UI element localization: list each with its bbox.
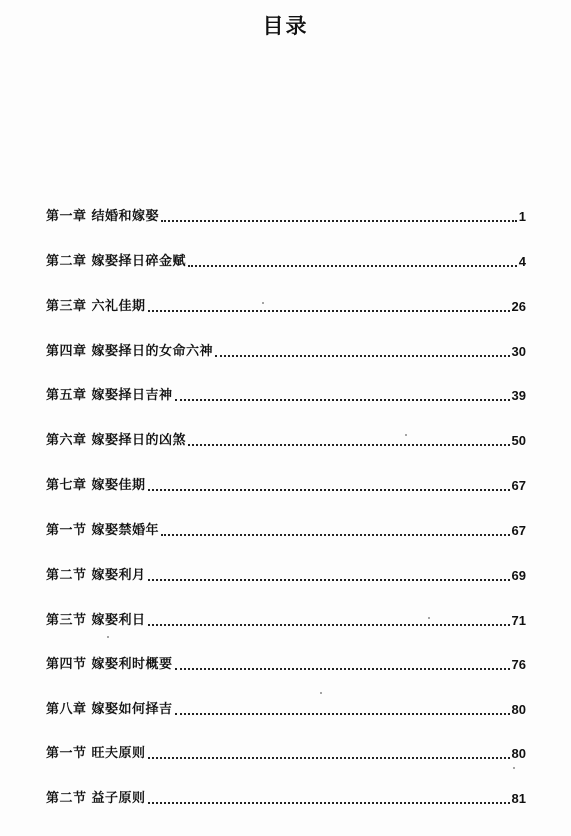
toc-entry-label: 第六章 嫁娶择日的凶煞: [46, 433, 187, 448]
toc-entry-label: 第一节 旺夫原则: [46, 746, 146, 761]
toc-entry-label: 第四节 嫁娶利时概要: [46, 657, 173, 672]
toc-entry-label: 第四章 嫁娶择日的女命六神: [46, 344, 214, 359]
dot-leader: [148, 624, 510, 626]
toc-entry-page: 39: [511, 388, 526, 403]
scan-speck: [320, 692, 322, 694]
scan-speck: [262, 302, 264, 304]
toc-entry: [46, 787, 526, 807]
toc-entry: [46, 384, 526, 404]
toc-entry-label: 第五章 嫁娶择日吉神: [46, 388, 173, 403]
toc-entry: [46, 698, 526, 718]
toc-entry: [46, 742, 526, 762]
scan-speck: [107, 636, 109, 638]
toc-entry: [46, 340, 526, 360]
dot-leader: [188, 265, 517, 267]
dot-leader: [161, 534, 510, 536]
scan-speck: [428, 617, 430, 619]
toc-entry-label: 第二节 嫁娶利月: [46, 568, 146, 583]
toc-entry-label: 第二节 益子原则: [46, 791, 146, 806]
toc-entry: [46, 653, 526, 673]
toc-entry-label: 第三节 嫁娶利日: [46, 613, 146, 628]
toc-entry-page: 67: [511, 478, 526, 493]
dot-leader: [188, 444, 510, 446]
dot-leader: [148, 489, 510, 491]
toc-entry-page: 69: [511, 568, 526, 583]
toc-entry-page: 81: [511, 791, 526, 806]
dot-leader: [215, 355, 510, 357]
toc-entry-page: 4: [518, 254, 526, 269]
dot-leader: [161, 220, 517, 222]
toc-entry: [46, 519, 526, 539]
toc-entry: [46, 609, 526, 629]
toc-entry-label: 第八章 嫁娶如何择吉: [46, 702, 173, 717]
toc-entry-page: 1: [518, 209, 526, 224]
toc-entry-page: 30: [511, 344, 526, 359]
toc-entry: [46, 474, 526, 494]
dot-leader: [148, 757, 510, 759]
toc-entry-label: 第一章 结婚和嫁娶: [46, 209, 160, 224]
dot-leader: [148, 310, 510, 312]
toc-entry-page: 71: [511, 613, 526, 628]
toc-entry: [46, 295, 526, 315]
dot-leader: [148, 579, 510, 581]
dot-leader: [175, 399, 510, 401]
scan-speck: [405, 434, 407, 436]
scan-speck: [513, 767, 515, 769]
toc-entry-label: 第一节 嫁娶禁婚年: [46, 523, 160, 538]
toc-entry-page: 76: [511, 657, 526, 672]
toc-entry-page: 26: [511, 299, 526, 314]
toc-entry-label: 第二章 嫁娶择日碎金赋: [46, 254, 187, 269]
toc-entry-page: 50: [511, 433, 526, 448]
toc-entry: [46, 205, 526, 225]
dot-leader: [175, 713, 510, 715]
dot-leader: [148, 802, 510, 804]
toc-entry-page: 80: [511, 746, 526, 761]
page-title: 目录: [262, 14, 309, 38]
toc-entry-label: 第三章 六礼佳期: [46, 299, 146, 314]
toc-entry: [46, 564, 526, 584]
toc-entry-page: 67: [511, 523, 526, 538]
toc-entry: [46, 429, 526, 449]
dot-leader: [175, 668, 510, 670]
toc-entry-label: 第七章 嫁娶佳期: [46, 478, 146, 493]
toc-entry: [46, 250, 526, 270]
toc-entry-page: 80: [511, 702, 526, 717]
